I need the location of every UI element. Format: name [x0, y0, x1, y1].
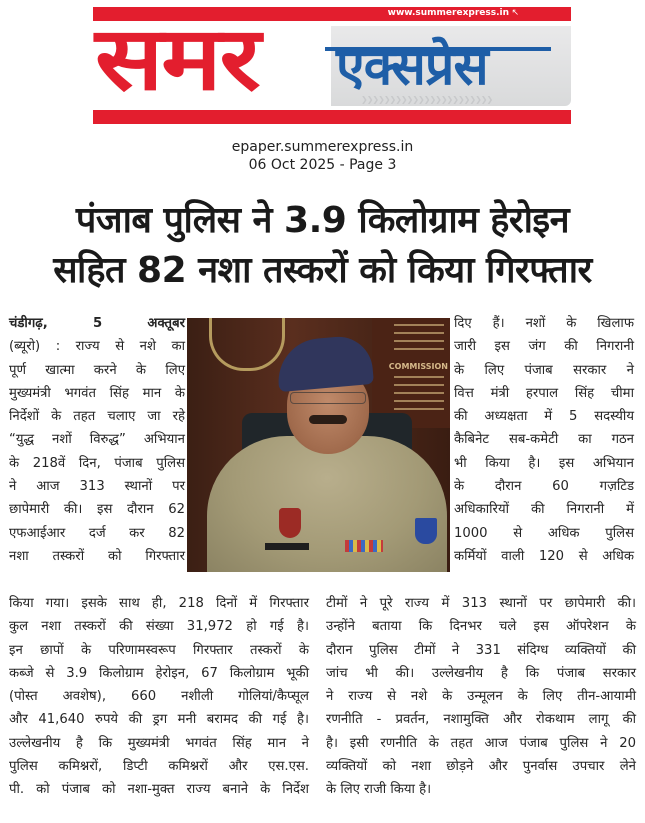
- article-text-line: के लिए राजी किया है।: [326, 782, 432, 798]
- officer-mustache: [309, 415, 347, 424]
- article-text-line: नशा तस्करों को गिरफ्तार: [9, 548, 185, 564]
- edition-date-page: 06 Oct 2025 - Page 3: [248, 157, 397, 173]
- article-text-line: के 218वें दिन, पंजाब पुलिस: [9, 455, 185, 471]
- officer-beret: [275, 334, 374, 392]
- shoulder-patch-icon: [415, 518, 437, 544]
- article-text-line: दौरान पुलिस टीमों ने 331 संदिग्ध व्यक्तियों की: [326, 642, 636, 658]
- honor-board-heading: COMMISSION: [388, 362, 448, 371]
- article-text-line: वित्त मंत्री हरपाल सिंह चीमा: [454, 385, 634, 401]
- article-column-right-top: [454, 312, 634, 568]
- article-text-line: पूर्ण खात्मा करने के लिए: [9, 362, 185, 378]
- article-text-line: मुख्यमंत्री भगवंत सिंह मान के: [9, 385, 185, 401]
- article-text-line: [9, 312, 185, 335]
- article-text-line: टीमों ने पूरे राज्य में 313 स्थानों पर छापेमारी की।: [326, 596, 636, 611]
- article-text-line: “युद्ध नशों विरुद्ध” अभियान: [9, 432, 185, 448]
- masthead-logo-samar: समर: [95, 7, 259, 110]
- article-text-line: (ब्यूरो) : राज्य से नशे का: [9, 339, 185, 355]
- headline-line-2: सहित 82 नशा तस्करों को किया गिरफ्तार: [53, 250, 592, 291]
- article-text-line: कब्जे से 3.9 किलोग्राम हेरोइन, 67 किलोग्राम भूकी: [9, 665, 309, 681]
- article-column-right-bottom: [326, 592, 636, 802]
- article-text-line: भी किया है। इस अभियान: [454, 455, 634, 471]
- article-text-line: अधिकारियों की निगरानी में: [454, 502, 634, 518]
- article-text-line: पी. को पंजाब को नशा-मुक्त राज्य बनाने के निर्देश: [9, 782, 309, 798]
- article-text-line: जांच भी की। उल्लेखनीय है कि पंजाब सरकार: [326, 665, 636, 681]
- article-column-left-top: [9, 312, 185, 568]
- commissioner-honor-board: [372, 318, 450, 428]
- article-text-line: (पोस्त अवशेष), 660 नशीली गोलियां/कैप्सूल: [9, 689, 309, 705]
- headline-line-1: पंजाब पुलिस ने 3.9 किलोग्राम हेरोइन: [75, 200, 570, 241]
- newspaper-masthead: [93, 7, 571, 125]
- medal-ribbons: [345, 540, 383, 552]
- officer-glasses: [290, 392, 366, 404]
- article-text-line: है। इसी रणनीति के तहत आज पंजाब पुलिस ने 20: [326, 735, 636, 751]
- article-headline: [0, 196, 645, 296]
- article-text-line: इन छापों के परिणामस्वरूप गिरफ्तार तस्करों के: [9, 642, 309, 658]
- article-text-line: पुलिस कमिश्नरों, डिप्टी कमिश्नरों और एस.एस.: [9, 759, 309, 775]
- arrow-pointer-icon: ↖: [511, 8, 519, 18]
- masthead-chevron-decoration: ❯❯❯❯❯❯❯❯❯❯❯❯❯❯❯❯❯❯❯❯❯❯❯: [361, 95, 493, 104]
- article-text-line: और 41,640 रुपये की ड्रग मनी बरामद की गई है।: [9, 712, 309, 728]
- article-text-line: उल्लेखनीय है कि मुख्यमंत्री भगवंत सिंह मान ने: [9, 735, 309, 751]
- article-text-line: कर्मियों वाली 120 से अधिक: [454, 548, 634, 564]
- masthead-website-url[interactable]: www.summerexpress.in: [387, 8, 509, 18]
- article-text-line: किया गया। इसके साथ ही, 218 दिनों में गिरफ्तार: [9, 596, 309, 611]
- article-text-line: ने आज 313 स्थानों पर: [9, 479, 185, 495]
- police-emblem-wall-crest: [209, 318, 285, 371]
- article-text-line: ने राज्य से नशे के उन्मूलन के लिए तीन-आयामी: [326, 689, 636, 705]
- officer-nameplate: [265, 543, 309, 550]
- article-text-line: के दौरान 60 गज़टिड: [454, 479, 634, 495]
- article-text-line: व्यक्तियों को नशा छोड़ने और पुनर्वास उपचार लेने: [326, 759, 636, 775]
- edition-info: [0, 138, 645, 174]
- article-text-line: के लिए पंजाब सरकार ने: [454, 362, 634, 378]
- article-photo: [187, 318, 450, 572]
- article-text-line: कुल नशा तस्करों की संख्या 31,972 हो गई है।: [9, 619, 309, 635]
- article-text-line: उन्होंने बताया कि दिनभर चले इस ऑपरेशन के: [326, 619, 636, 635]
- article-text-line: कैबिनेट सब-कमेटी का गठन: [454, 432, 634, 448]
- epaper-site-link[interactable]: epaper.summerexpress.in: [231, 139, 414, 155]
- punjab-police-badge-icon: [279, 508, 301, 538]
- article-dateline: चंडीगढ़, 5 अक्तूबर: [9, 316, 185, 331]
- masthead-bottom-band: [93, 110, 571, 124]
- article-text-line: रणनीति - प्रवर्तन, नशामुक्ति और रोकथाम लागू की: [326, 712, 636, 728]
- article-text-line: 1000 से अधिक पुलिस: [454, 525, 634, 541]
- article-text-line: की अध्यक्षता में 5 सदस्यीय: [454, 409, 634, 425]
- article-text-line: छापेमारी की। इस दौरान 62: [9, 502, 185, 518]
- article-text-line: दिए हैं। नशों के खिलाफ: [454, 316, 634, 331]
- article-column-left-bottom: [9, 592, 309, 802]
- article-text-line: एफआईआर दर्ज कर 82: [9, 525, 185, 541]
- masthead-logo-express: एक्सप्रेस: [336, 37, 488, 97]
- article-text-line: निर्देशों के तहत चलाए जा रहे: [9, 409, 185, 425]
- article-text-line: जारी इस जंग की निगरानी: [454, 339, 634, 355]
- officer-uniform: [207, 436, 447, 572]
